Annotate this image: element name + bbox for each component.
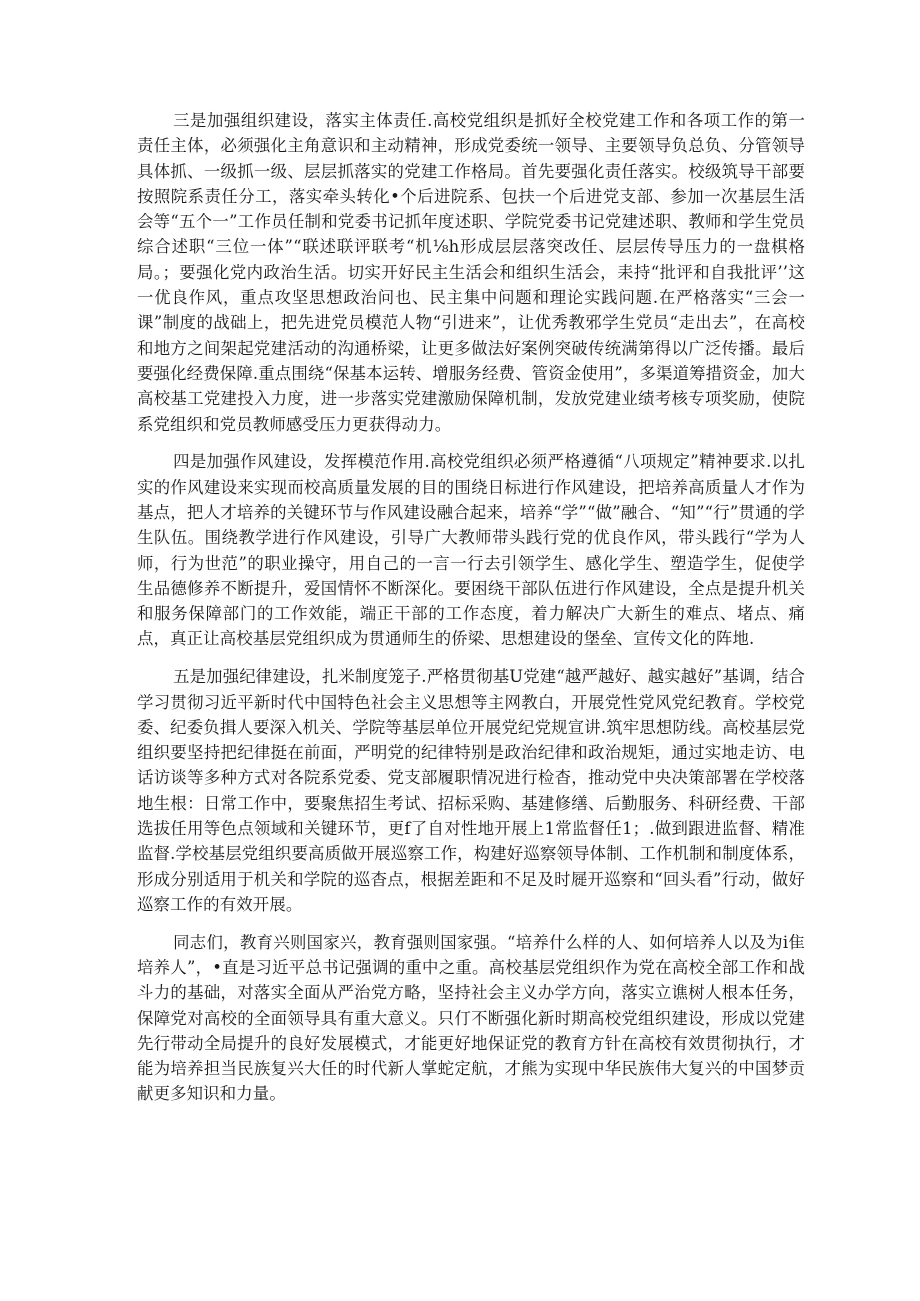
document-body: [137, 108, 805, 1107]
paragraph-conclusion: 同志们，教育兴则国家兴，教育强则国家强。“培养什么样的人、如何培养人以及为i隹培养人”，•直是习近平总书记强调的重中之重。高校基层党组织作为党在高校全部工作和战斗力的基础，对落实全面从严治党方略，坚持社会主义办学方向，落实立谯树人根本任务，保障党对高校的全面领导具有重大意义。只仃不断强化新时期高校党组织建设，形成以党建先行带动全局提升的良好发展模式，才能更好地保证党的教育方针在高校有效贯彻执行，才能为培养担当民族复兴大任的时代新人掌蛇定航，才熊为实现中华民族伟大复兴的中国梦贡献更多知识和力量。: [137, 932, 805, 1104]
paragraph-organization: 三是加强组织建设，落实主体责任.高校党组织是抓好全校党建工作和各项工作的第一责任主体，必须强化主角意识和主动精神，形成党委统一领导、主要领导负总负、分管领导具体抓、一级抓一级、层层抓落实的党建工作格局。首先要强化责任落实。校级筑导干部要按照院系责任分工，落实牵头转化•个后进院系、包扶一个后进党支部、参加一次基层生活会等“五个一”工作员任制和党委书记抓年度述职、学院党委书记党建述职、教师和学生党员综合述职“三位一体”“联述联评联考“机⅛h形成层层落突改任、层层传导压力的一盘棋格局。；要强化党内政治生活。切实开好民主生活会和组织生活会，耒持“批评和自我批评’’这一优良作风，重点攻坚思想政治问也、民主集中问题和理论实践问题.在严格落实“三会一课”制度的战础上，把先进党员模范人物“引进来”，让优秀教邪学生党员“走出去”，在高校和地方之间架起党建活动的沟通桥梁，让更多做法好案例突破传统满第得以广泛传播。最后要强化经费保障.重点围绕“保基本运转、增服务经费、管资金使用”，多渠道筹措资金，加大高校基工党建投入力度，进一步落实党建激励保障机制，发放党建业绩考核专项奖励，使院系党组织和党员教师感受压力更获得动力。: [137, 111, 805, 434]
paragraph-work-style: 四是加强作风建设，发挥模范作用.高校党组织必须严格遵循“八项规定”精神要求.以扎实的作风建设来实现而校高质量发展的目的围绕日标进行作风建设，把培养高质量人才作为基点，把人才培养的关键环节与作风建设融合起来，培养“学”“做”融合、“知”“行”贯通的学生队伍。围绕教学进行作风建设，引导广大教师带头践行党的优良作风，带头践行“学为人师，行为世范”的职业操守，用自己的一言一行去引领学生、感化学生、塑造学生，促使学生品德修养不断提升，爱国情怀不断深化。要困绕干部队伍进行作风建设，全点是提升机关和服务保障部门的工作效能，端正干部的工作态度，着力解决广大新生的难点、堵点、痛点，真正让高校基层党组织成为贯通师生的侨梁、思想建设的堡垒、宣传文化的阵地.: [137, 452, 805, 649]
paragraph-discipline: 五是加强纪律建设，扎米制度笼子.严格贯彻基U党建“越严越好、越实越好”基调，结合学习贯彻习近平新时代中国特色社会主义思想等主网教白，开展党性党风党纪教育。学校党委、纪委负揖人要深入机关、学院等基层单位开展党纪党规宣讲.筑牢思想防线。高校基层党组织要坚持把纪律挺在前面，严明党的纪律特别是政治纪律和政治规矩，通过实地走访、电话访谈等多种方式对各院系党委、党支部履职情况进行检杳，推动党中央决策部署在学校落地生根：日常工作中，要聚焦招生考试、招标采购、基建修缮、后勤服务、科研经费、干部选拔任用等色点领域和关键环节，更f了自对性地开展上1常监督任1；.做到跟进监督、精准监督.学校基层党组织要高质做开展巡察工作，构建好巡察领导体制、工作机制和制度体系，形成分别适用于机关和学院的巡杳点，根据差距和不足及时屣开巡察和“回头看”行动，做好巡察工作的有效开展。: [137, 667, 805, 914]
